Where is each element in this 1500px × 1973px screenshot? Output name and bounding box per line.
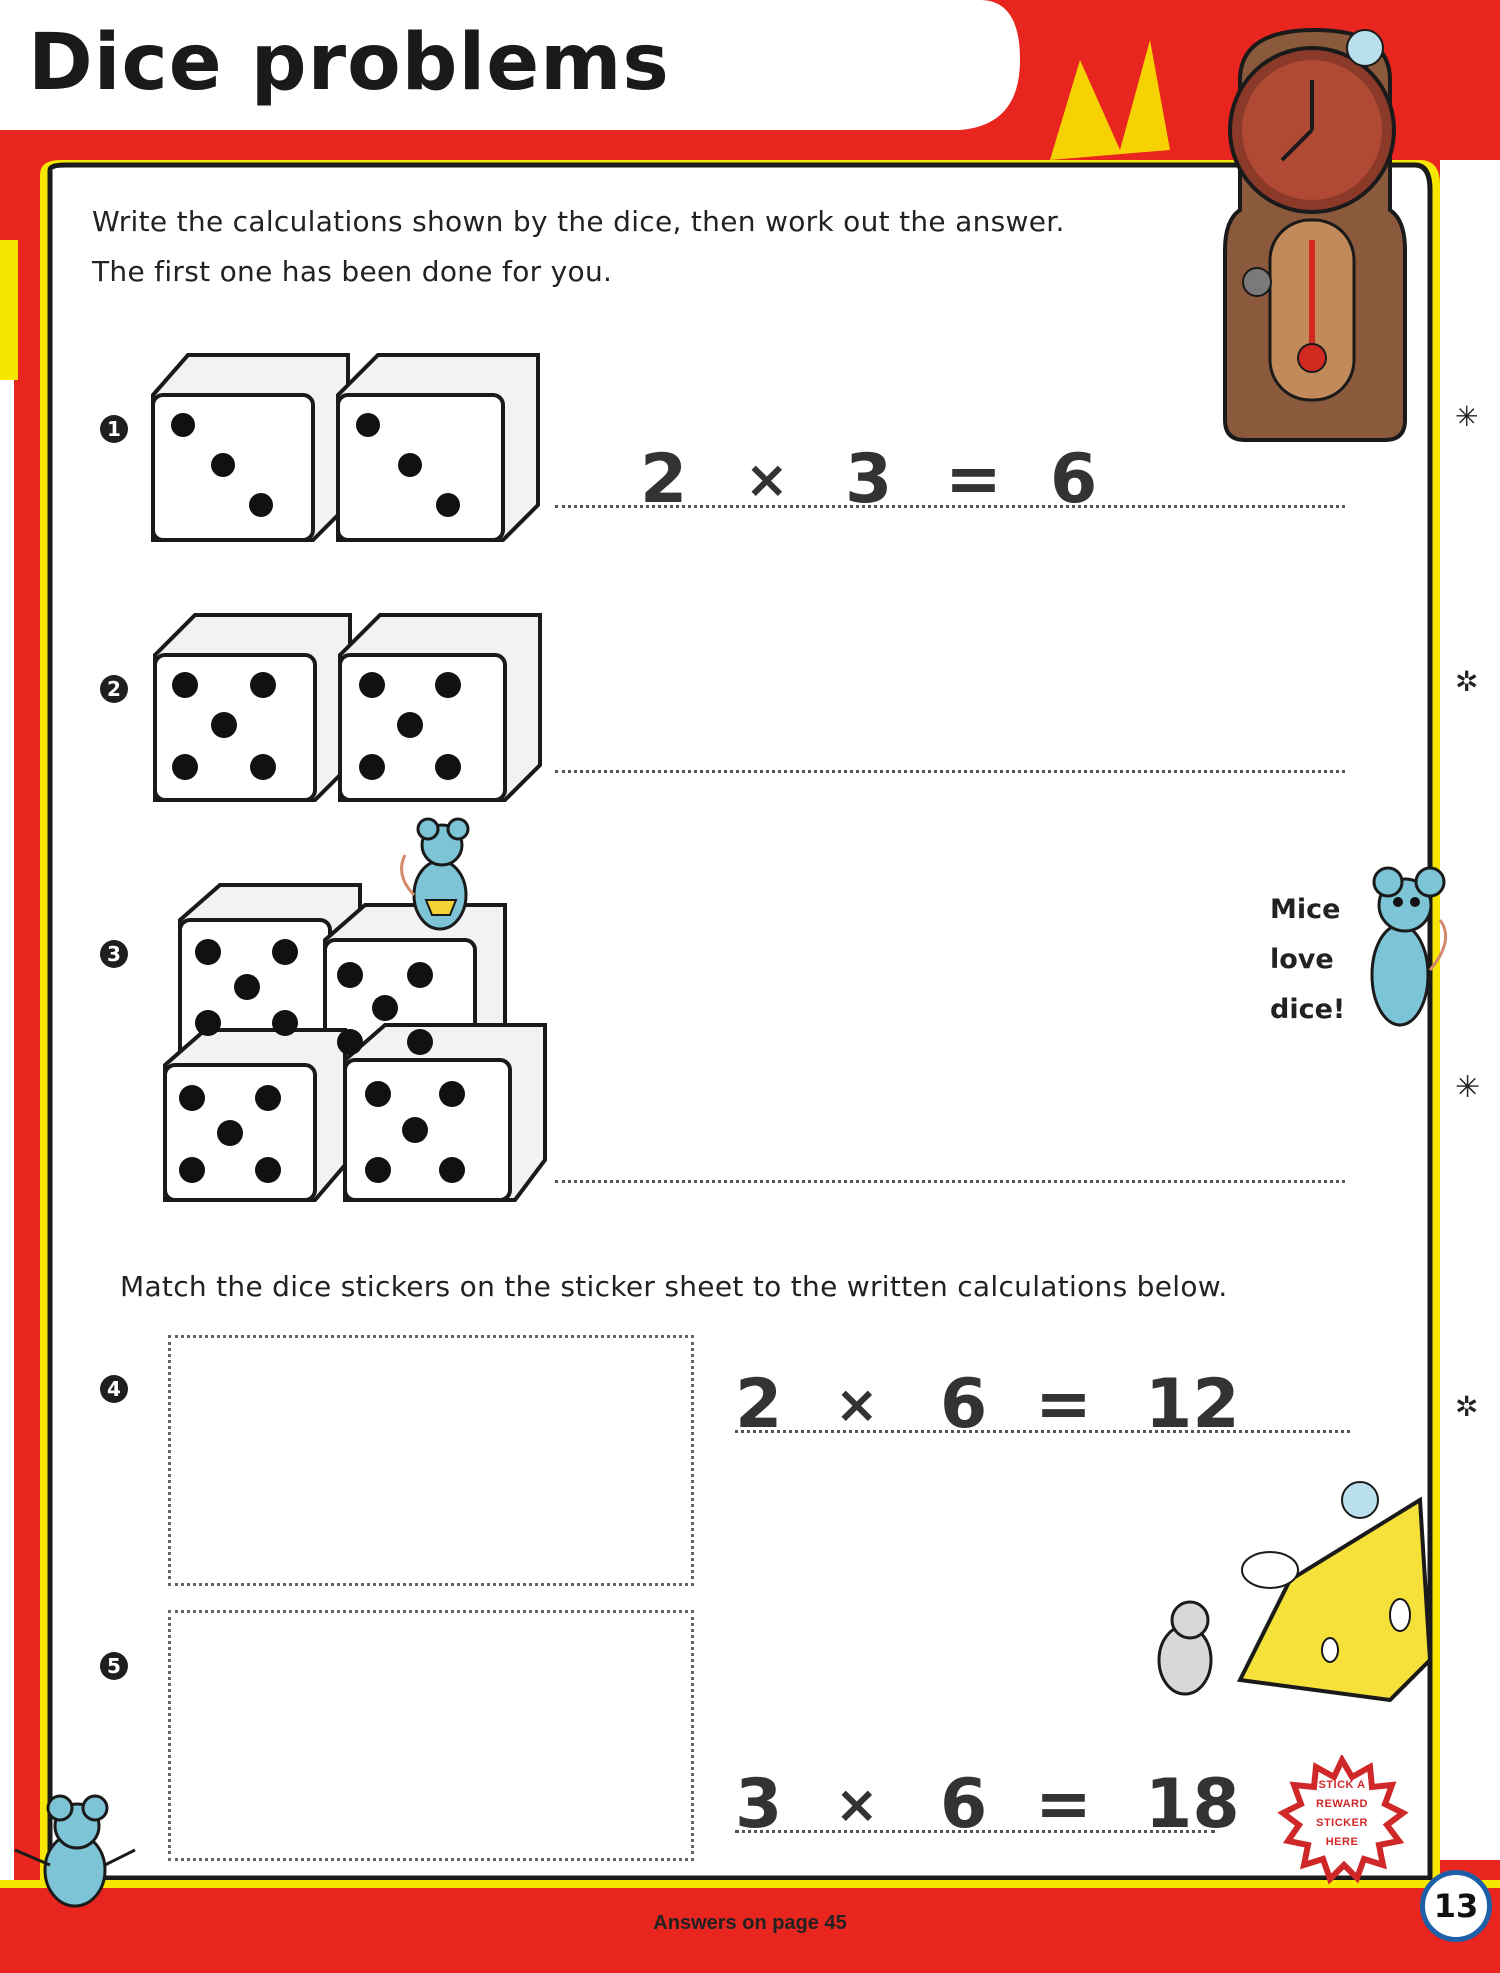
eq-equals: = <box>945 440 1002 519</box>
eq-result: 18 <box>1145 1765 1240 1844</box>
star-icon: ✳ <box>1455 400 1479 433</box>
match-instruction: Match the dice stickers on the sticker sheet to the written calculations below. <box>120 1270 1228 1303</box>
instruction-line-2: The first one has been done for you. <box>92 255 613 288</box>
question-number: 1 <box>100 415 128 443</box>
page-title: Dice problems <box>28 18 670 108</box>
star-icon: ✲ <box>1455 665 1479 698</box>
sticker-box[interactable] <box>168 1610 694 1861</box>
star-icon: ✲ <box>1455 1390 1479 1423</box>
eq-term: 3 <box>735 1765 783 1844</box>
dice-pair <box>148 345 548 545</box>
mouse-icon <box>5 1790 145 1920</box>
eq-operator: × <box>745 450 789 510</box>
dice-pair <box>150 605 550 805</box>
cheese-icon <box>1130 1460 1450 1710</box>
instruction-line-1: Write the calculations shown by the dice, then work out the answer. <box>92 205 1065 238</box>
star-icon: ✳ <box>1455 1070 1481 1105</box>
question-number: 2 <box>100 675 128 703</box>
speech-line: dice! <box>1270 994 1346 1025</box>
reward-sticker-text <box>1300 1776 1384 1852</box>
answer-line[interactable] <box>555 1180 1345 1183</box>
eq-term: 2 <box>640 440 688 519</box>
eq-term: 6 <box>940 1765 988 1844</box>
reward-line: STICK A <box>1318 1779 1366 1791</box>
eq-result: 6 <box>1050 440 1098 519</box>
sticker-box[interactable] <box>168 1335 694 1586</box>
answer-line[interactable] <box>555 770 1345 773</box>
eq-equals: = <box>1035 1765 1092 1844</box>
answers-reference: Answers on page 45 <box>653 1912 847 1934</box>
reward-line: STICKER <box>1316 1817 1368 1829</box>
eq-term: 2 <box>735 1365 783 1444</box>
question-number: 4 <box>100 1375 128 1403</box>
speech-line: Mice <box>1270 894 1341 925</box>
speech-text <box>1270 885 1345 1035</box>
die-three <box>153 355 348 540</box>
eq-term: 6 <box>940 1365 988 1444</box>
eq-term: 3 <box>845 440 893 519</box>
eq-operator: × <box>835 1375 879 1435</box>
reward-line: REWARD <box>1316 1798 1368 1810</box>
eq-operator: × <box>835 1775 879 1835</box>
clock-icon <box>1200 20 1430 450</box>
mouse-icon <box>1340 860 1460 1050</box>
mouse-icon <box>390 815 510 955</box>
page-number: 13 <box>1420 1870 1492 1942</box>
written-calculation <box>735 1765 1255 1845</box>
speech-line: love <box>1270 944 1334 975</box>
question-number: 3 <box>100 940 128 968</box>
reward-line: HERE <box>1325 1836 1359 1848</box>
written-calculation <box>735 1365 1255 1445</box>
worked-answer <box>640 440 1100 520</box>
eq-result: 12 <box>1145 1365 1240 1444</box>
question-number: 5 <box>100 1652 128 1680</box>
eq-equals: = <box>1035 1365 1092 1444</box>
